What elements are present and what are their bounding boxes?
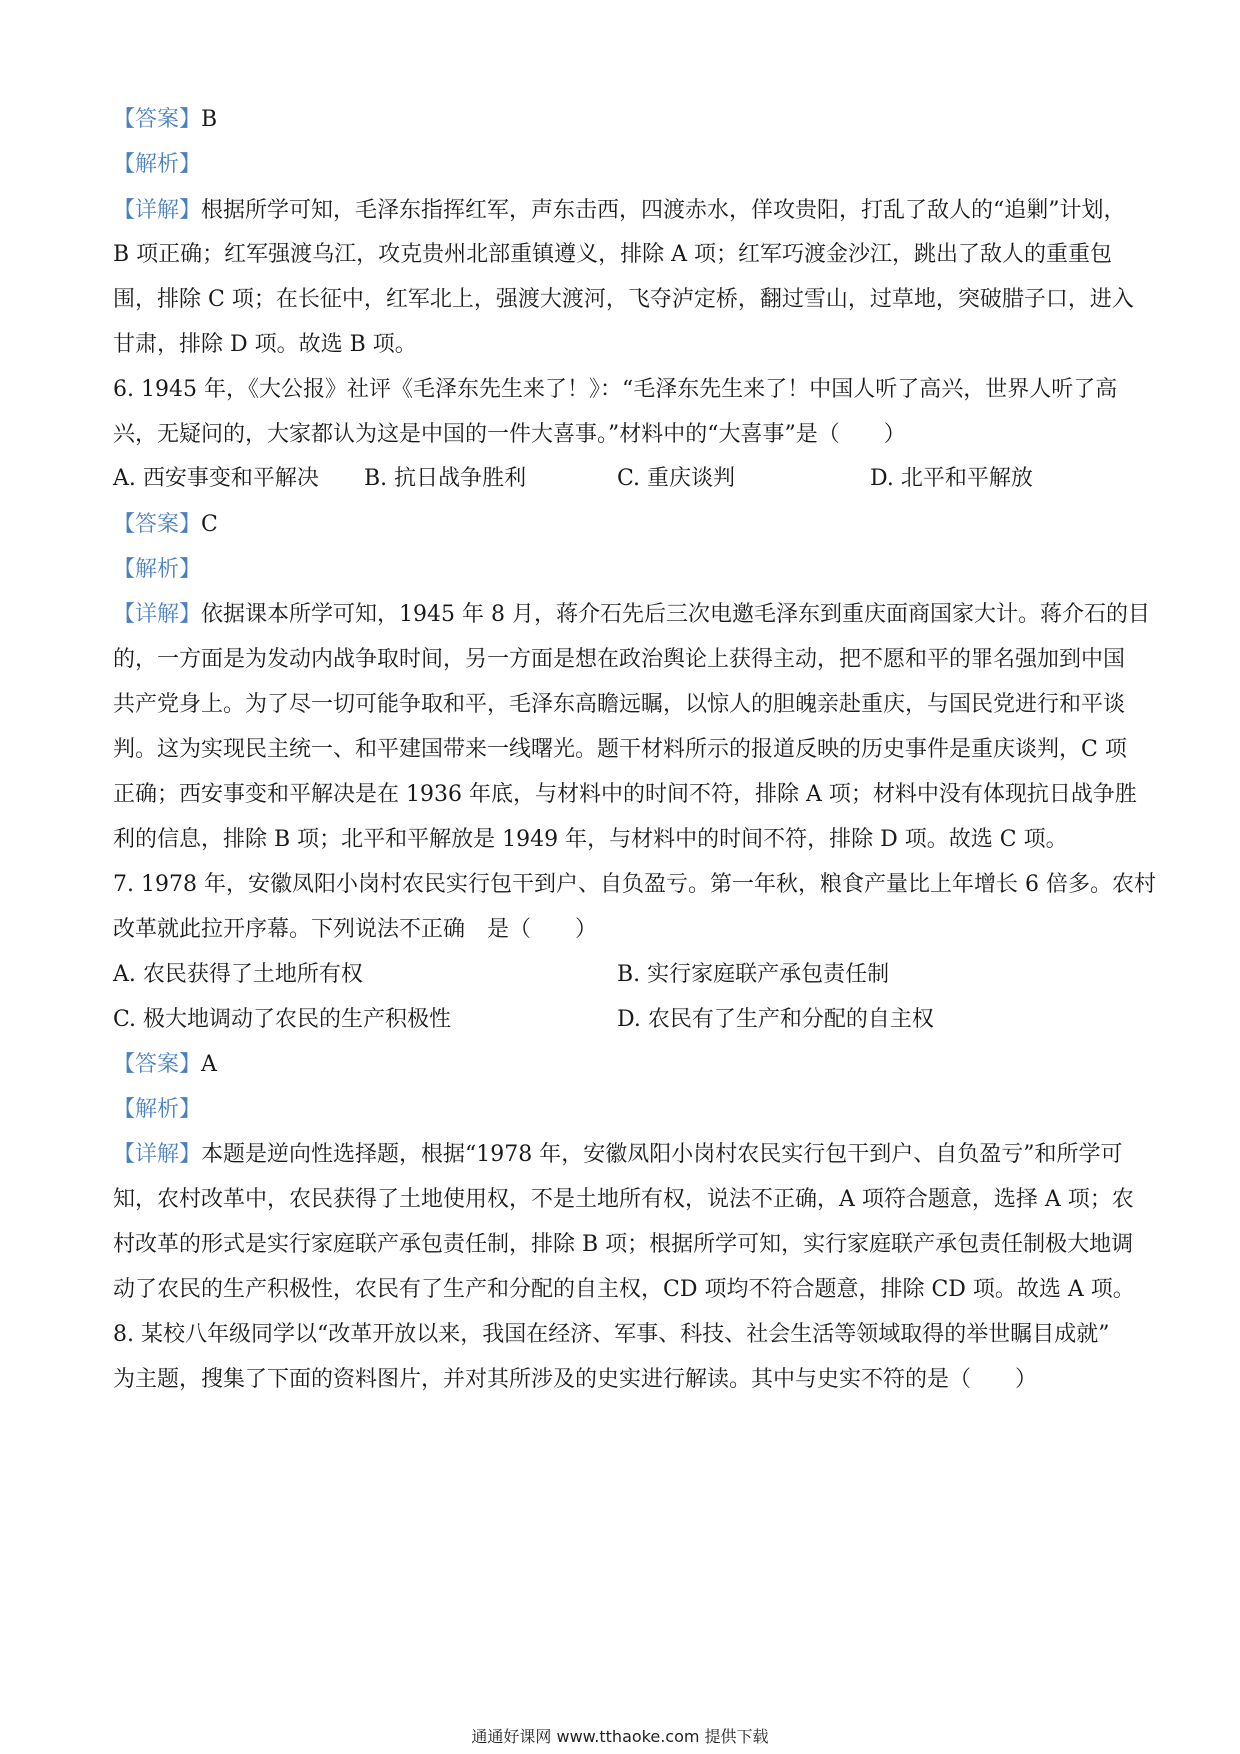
q7-answer: A bbox=[201, 1052, 217, 1077]
q6-stem-line: 6. 1945 年，《大公报》社评《毛泽东先生来了！》：“毛泽东先生来了！中国人听了高兴，世界人听了高 bbox=[113, 377, 1118, 402]
q7-analysis-label: 【解析】 bbox=[113, 1097, 202, 1122]
q5-answer: B bbox=[201, 107, 218, 132]
page-footer: 通通好课网 www.tthaoke.com 提供下载 bbox=[471, 1727, 769, 1746]
q7-detail-line: 村改革的形式是实行家庭联产承包责任制，排除 B 项；根据所学可知，实行家庭联产承包责任制极大地调 bbox=[113, 1232, 1134, 1257]
detail-label: 【详解】 bbox=[113, 198, 202, 223]
q5-detail-line: B 项正确；红军强渡乌江，攻克贵州北部重镇遵义，排除 A 项；红军巧渡金沙江，跳出了敌人的重重包 bbox=[113, 242, 1113, 267]
q6-answer-line: 【答案】C bbox=[113, 512, 218, 537]
q7-detail-line: 动了农民的生产积极性，农民有了生产和分配的自主权，CD 项均不符合题意，排除 CD 项。故选 A 项。 bbox=[113, 1277, 1135, 1302]
q6-option-b[interactable]: B. 抗日战争胜利 bbox=[364, 466, 527, 491]
q7-option-a[interactable]: A. 农民获得了土地所有权 bbox=[113, 962, 363, 987]
q5-detail-line: 甘肃，排除 D 项。故选 B 项。 bbox=[113, 332, 417, 357]
q6-option-c[interactable]: C. 重庆谈判 bbox=[617, 466, 736, 491]
q7-option-c[interactable]: C. 极大地调动了农民的生产积极性 bbox=[113, 1007, 452, 1032]
q7-option-d[interactable]: D. 农民有了生产和分配的自主权 bbox=[617, 1007, 934, 1032]
q6-detail-line: 共产党身上。为了尽一切可能争取和平，毛泽东高瞻远瞩，以惊人的胆魄亲赴重庆，与国民党进行和平谈 bbox=[113, 692, 1126, 717]
q8-stem-line: 8. 某校八年级同学以“改革开放以来，我国在经济、军事、科技、社会生活等领域取得的举世瞩目成就” bbox=[113, 1322, 1110, 1347]
q7-stem-line: 改革就此拉开序幕。下列说法不正确 是（ ） bbox=[113, 917, 598, 942]
q5-detail-line: 【详解】根据所学可知，毛泽东指挥红军，声东击西，四渡赤水，佯攻贵阳，打乱了敌人的“追剿”计划， bbox=[113, 198, 1126, 223]
q6-detail-line: 的，一方面是为发动内战争取时间，另一方面是想在政治舆论上获得主动，把不愿和平的罪名强加到中国 bbox=[113, 647, 1126, 672]
q6-detail-line: 判。这为实现民主统一、和平建国带来一线曙光。题干材料所示的报道反映的历史事件是重庆谈判，C 项 bbox=[113, 737, 1127, 762]
q5-detail-line: 围，排除 C 项；在长征中，红军北上，强渡大渡河，飞夺泸定桥，翻过雪山，过草地，突破腊子口，进入 bbox=[113, 287, 1134, 312]
q7-answer-line: 【答案】A bbox=[113, 1052, 217, 1077]
q6-answer: C bbox=[201, 512, 218, 537]
q7-option-b[interactable]: B. 实行家庭联产承包责任制 bbox=[617, 962, 890, 987]
answer-label: 【答案】 bbox=[113, 107, 202, 132]
q5-analysis-label: 【解析】 bbox=[113, 152, 202, 177]
q7-detail-line: 【详解】本题是逆向性选择题，根据“1978 年，安徽凤阳小岗村农民实行包干到户、自负盈亏”和所学可 bbox=[113, 1142, 1123, 1167]
q6-detail-line: 正确；西安事变和平解决是在 1936 年底，与材料中的时间不符，排除 A 项；材料中没有体现抗日战争胜 bbox=[113, 782, 1137, 807]
q6-option-a[interactable]: A. 西安事变和平解决 bbox=[113, 466, 319, 491]
q6-analysis-label: 【解析】 bbox=[113, 557, 202, 582]
q6-detail-line: 【详解】依据课本所学可知，1945 年 8 月，蒋介石先后三次电邀毛泽东到重庆面商国家大计。蒋介石的目 bbox=[113, 602, 1150, 627]
q5-answer-line bbox=[113, 105, 217, 135]
q6-detail-line: 利的信息，排除 B 项；北平和平解放是 1949 年，与材料中的时间不符，排除 D 项。故选 C 项。 bbox=[113, 827, 1068, 852]
q7-stem-line: 7. 1978 年，安徽凤阳小岗村农民实行包干到户、自负盈亏。第一年秋，粮食产量比上年增长 6 倍多。农村 bbox=[113, 872, 1156, 897]
q7-detail-line: 知，农村改革中，农民获得了土地使用权，不是土地所有权，说法不正确，A 项符合题意，选择 A 项；农 bbox=[113, 1187, 1134, 1212]
q6-stem-line: 兴，无疑问的，大家都认为这是中国的一件大喜事。”材料中的“大喜事”是（ ） bbox=[113, 422, 906, 447]
q6-option-d[interactable]: D. 北平和平解放 bbox=[870, 466, 1033, 491]
q8-stem-line: 为主题，搜集了下面的资料图片，并对其所涉及的史实进行解读。其中与史实不符的是（ ） bbox=[113, 1367, 1038, 1392]
